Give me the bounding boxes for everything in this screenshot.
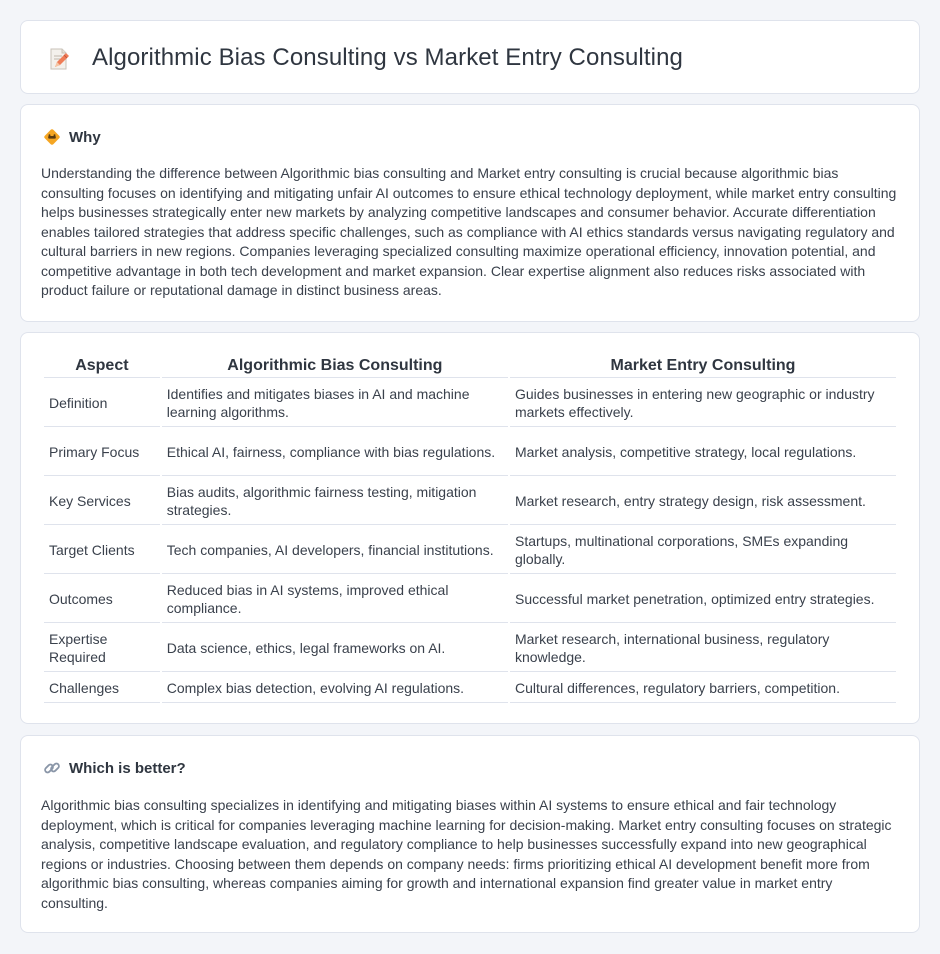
why-heading-row	[43, 127, 101, 147]
why-text: Understanding the difference between Algorithmic bias consulting and Market entry consulting is crucial because algorithmic bias consulting focuses on identifying and mitigating unfair AI outcomes to ensure ethical technology deployment, while market entry consulting helps businesses strategically enter new markets by analyzing competitive landscapes and consumer behavior. Accurate differentiation enables tailored strategies that address specific challenges, such as compliance with AI ethics standards versus navigating regulatory and cultural barriers in new regions. Companies leveraging specialized consulting maximize operational efficiency, innovation potential, and competitive advantage in both tech development and market expansion. Clear expertise alignment also reduces risks associated with product failure or reputational damage in distinct business areas.	[41, 165, 897, 298]
better-heading: Which is better?	[69, 759, 186, 777]
table-row	[44, 624, 896, 672]
document-pencil-icon	[47, 46, 71, 72]
market-entry-cell: Market research, international business, regulatory knowledge.	[510, 624, 896, 672]
market-entry-cell: Market analysis, competitive strategy, local regulations.	[510, 428, 896, 476]
comparison-table-section	[20, 332, 920, 724]
algorithmic-bias-cell: Ethical AI, fairness, compliance with bias regulations.	[162, 428, 508, 476]
table-row	[44, 575, 896, 623]
market-entry-cell: Startups, multinational corporations, SMEs expanding globally.	[510, 526, 896, 574]
why-heading: Why	[69, 128, 101, 146]
aspect-cell: Outcomes	[44, 575, 160, 623]
market-entry-cell: Successful market penetration, optimized entry strategies.	[510, 575, 896, 623]
table-row	[44, 673, 896, 703]
algorithmic-bias-cell: Tech companies, AI developers, financial institutions.	[162, 526, 508, 574]
market-entry-cell: Guides businesses in entering new geographic or industry markets effectively.	[510, 379, 896, 427]
market-entry-cell: Cultural differences, regulatory barriers, competition.	[510, 673, 896, 703]
algorithmic-bias-cell: Bias audits, algorithmic fairness testing, mitigation strategies.	[162, 477, 508, 525]
page-title: Algorithmic Bias Consulting vs Market Entry Consulting	[92, 44, 683, 71]
which-is-better-section	[20, 735, 920, 933]
aspect-cell: Expertise Required	[44, 624, 160, 672]
algorithmic-bias-cell: Data science, ethics, legal frameworks on AI.	[162, 624, 508, 672]
algorithmic-bias-cell: Reduced bias in AI systems, improved ethical compliance.	[162, 575, 508, 623]
aspect-cell: Primary Focus	[44, 428, 160, 476]
better-heading-row	[43, 758, 186, 778]
aspect-cell: Definition	[44, 379, 160, 427]
better-text: Algorithmic bias consulting specializes in identifying and mitigating biases within AI systems to ensure ethical and fair technology deployment, which is critical for companies leveraging machine learning for decision-making. Market entry consulting focuses on strategic analysis, competitive landscape evaluation, and regulatory compliance to help businesses successfully expand into new geographical regions or industries. Choosing between them depends on company needs: firms prioritizing ethical AI development benefit more from algorithmic bias consulting, whereas companies aiming for growth and international expansion find greater value in market entry consulting.	[41, 797, 892, 911]
link-icon	[43, 759, 61, 777]
table-row	[44, 477, 896, 525]
aspect-cell: Key Services	[44, 477, 160, 525]
why-section	[20, 104, 920, 322]
aspect-cell: Target Clients	[44, 526, 160, 574]
column-header-algorithmic-bias: Algorithmic Bias Consulting	[162, 354, 508, 378]
table-row	[44, 379, 896, 427]
table-row	[44, 526, 896, 574]
table-header-row	[44, 354, 896, 378]
algorithmic-bias-cell: Complex bias detection, evolving AI regulations.	[162, 673, 508, 703]
column-header-market-entry: Market Entry Consulting	[510, 354, 896, 378]
diamond-sign-icon	[43, 128, 61, 146]
aspect-cell: Challenges	[44, 673, 160, 703]
table-row	[44, 428, 896, 476]
market-entry-cell: Market research, entry strategy design, risk assessment.	[510, 477, 896, 525]
column-header-aspect: Aspect	[44, 354, 160, 378]
title-card	[20, 20, 920, 94]
algorithmic-bias-cell: Identifies and mitigates biases in AI and machine learning algorithms.	[162, 379, 508, 427]
comparison-table	[42, 353, 898, 704]
